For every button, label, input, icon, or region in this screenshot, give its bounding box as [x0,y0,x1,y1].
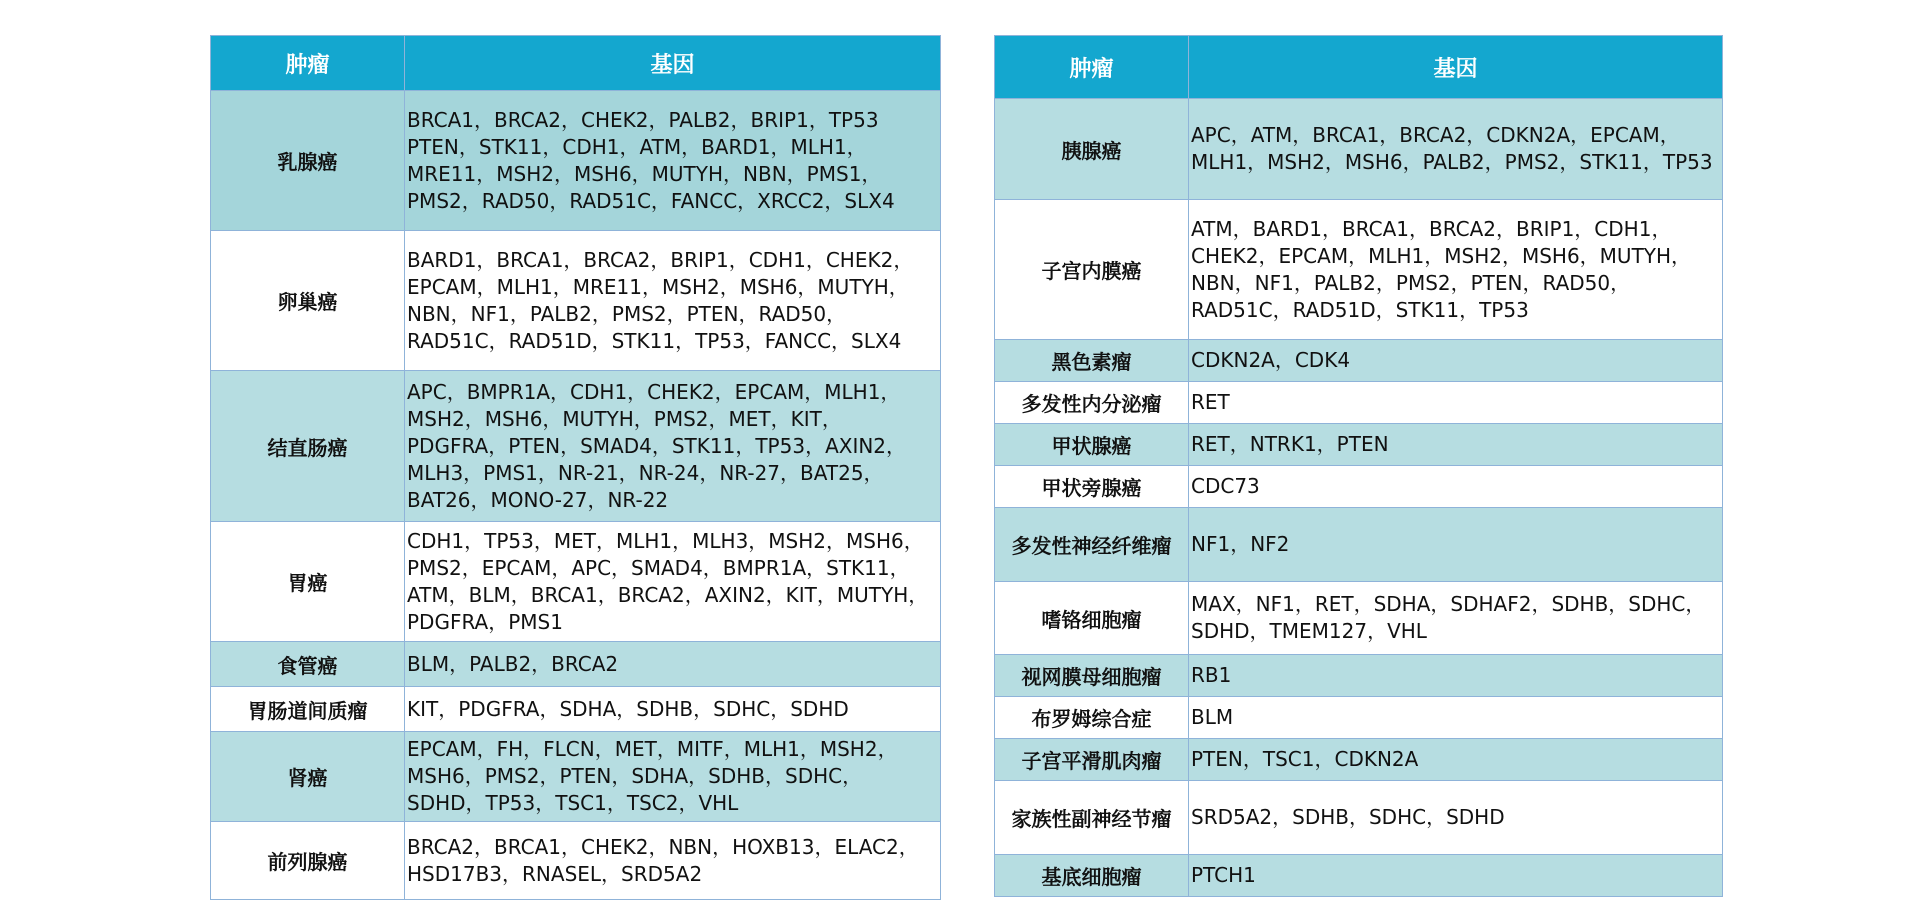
table-row [211,822,941,900]
genes-cell: RET [1189,382,1723,424]
tumor-cell: 乳腺癌 [211,91,405,231]
tumor-cell: 家族性副神经节瘤 [995,781,1189,855]
table-row [995,855,1723,897]
genes-cell: CDKN2A，CDK4 [1189,340,1723,382]
tumor-cell: 多发性神经纤维瘤 [995,508,1189,582]
genes-cell: BRCA1，BRCA2，CHEK2，PALB2，BRIP1，TP53 PTEN，STK11，CDH1，ATM，BARD1，MLH1，MRE11，MSH2，MSH6，MUTYH，NBN，PMS1，PMS2，RAD50，RAD51C，FANCC，XRCC2，SLX4 [405,91,941,231]
table-row [211,231,941,371]
genes-cell: BRCA2，BRCA1，CHEK2，NBN，HOXB13，ELAC2，HSD17B3，RNASEL，SRD5A2 [405,822,941,900]
table-row [211,642,941,687]
tumor-cell: 甲状腺癌 [995,424,1189,466]
table-row [995,466,1723,508]
tumor-cell: 子宫平滑肌肉瘤 [995,739,1189,781]
genes-cell: SRD5A2，SDHB，SDHC，SDHD [1189,781,1723,855]
table-row [995,382,1723,424]
table-row [995,99,1723,200]
table-row [995,340,1723,382]
genes-cell: BLM，PALB2，BRCA2 [405,642,941,687]
table-row [211,687,941,732]
tumor-cell: 前列腺癌 [211,822,405,900]
header-genes: 基因 [1189,36,1723,99]
tumor-cell: 胰腺癌 [995,99,1189,200]
tumor-cell: 黑色素瘤 [995,340,1189,382]
table-row [995,739,1723,781]
tumor-cell: 胃肠道间质瘤 [211,687,405,732]
tumor-cell: 基底细胞瘤 [995,855,1189,897]
header-tumor: 肿瘤 [211,36,405,91]
genes-cell: CDH1，TP53，MET，MLH1，MLH3，MSH2，MSH6，PMS2，EPCAM，APC，SMAD4，BMPR1A，STK11，ATM，BLM，BRCA1，BRCA2，AXIN2，KIT，MUTYH，PDGFRA，PMS1 [405,522,941,642]
genes-cell: PTEN，TSC1，CDKN2A [1189,739,1723,781]
genes-cell: APC，ATM，BRCA1，BRCA2，CDKN2A，EPCAM，MLH1，MSH2，MSH6，PALB2，PMS2，STK11，TP53 [1189,99,1723,200]
genes-cell: MAX，NF1，RET，SDHA，SDHAF2，SDHB，SDHC，SDHD，TMEM127，VHL [1189,582,1723,655]
table-row [995,781,1723,855]
table-row [995,200,1723,340]
genes-cell: RB1 [1189,655,1723,697]
table-row [995,582,1723,655]
table-row [995,508,1723,582]
tumor-cell: 胃癌 [211,522,405,642]
tumor-cell: 卵巢癌 [211,231,405,371]
tumor-cell: 食管癌 [211,642,405,687]
genes-cell: BARD1，BRCA1，BRCA2，BRIP1，CDH1，CHEK2，EPCAM，MLH1，MRE11，MSH2，MSH6，MUTYH，NBN，NF1，PALB2，PMS2，PTEN，RAD50，RAD51C，RAD51D，STK11，TP53，FANCC，SLX4 [405,231,941,371]
tumor-cell: 结直肠癌 [211,371,405,522]
genes-cell: APC，BMPR1A，CDH1，CHEK2，EPCAM，MLH1，MSH2，MSH6，MUTYH，PMS2，MET，KIT，PDGFRA，PTEN，SMAD4，STK11，TP53，AXIN2，MLH3，PMS1，NR-21，NR-24，NR-27，BAT25，BAT26，MONO-27，NR-22 [405,371,941,522]
header-genes: 基因 [405,36,941,91]
table-row [211,522,941,642]
table-row [995,655,1723,697]
table-row [995,697,1723,739]
tumor-cell: 甲状旁腺癌 [995,466,1189,508]
tumor-cell: 多发性内分泌瘤 [995,382,1189,424]
left-gene-table [210,35,941,900]
genes-cell: EPCAM，FH，FLCN，MET，MITF，MLH1，MSH2，MSH6，PMS2，PTEN，SDHA，SDHB，SDHC，SDHD，TP53，TSC1，TSC2，VHL [405,732,941,822]
genes-cell: NF1，NF2 [1189,508,1723,582]
table-row [995,424,1723,466]
genes-cell: KIT，PDGFRA，SDHA，SDHB，SDHC，SDHD [405,687,941,732]
table-row [211,91,941,231]
genes-cell: RET，NTRK1，PTEN [1189,424,1723,466]
table-row [211,371,941,522]
genes-cell: BLM [1189,697,1723,739]
genes-cell: PTCH1 [1189,855,1723,897]
tumor-cell: 肾癌 [211,732,405,822]
tumor-cell: 嗜铬细胞瘤 [995,582,1189,655]
right-gene-table [994,35,1723,897]
genes-cell: CDC73 [1189,466,1723,508]
genes-cell: ATM，BARD1，BRCA1，BRCA2，BRIP1，CDH1，CHEK2，EPCAM，MLH1，MSH2，MSH6，MUTYH，NBN，NF1，PALB2，PMS2，PTEN，RAD50，RAD51C，RAD51D，STK11，TP53 [1189,200,1723,340]
tumor-cell: 子宫内膜癌 [995,200,1189,340]
tumor-cell: 布罗姆综合症 [995,697,1189,739]
table-row [211,732,941,822]
tumor-cell: 视网膜母细胞瘤 [995,655,1189,697]
header-tumor: 肿瘤 [995,36,1189,99]
